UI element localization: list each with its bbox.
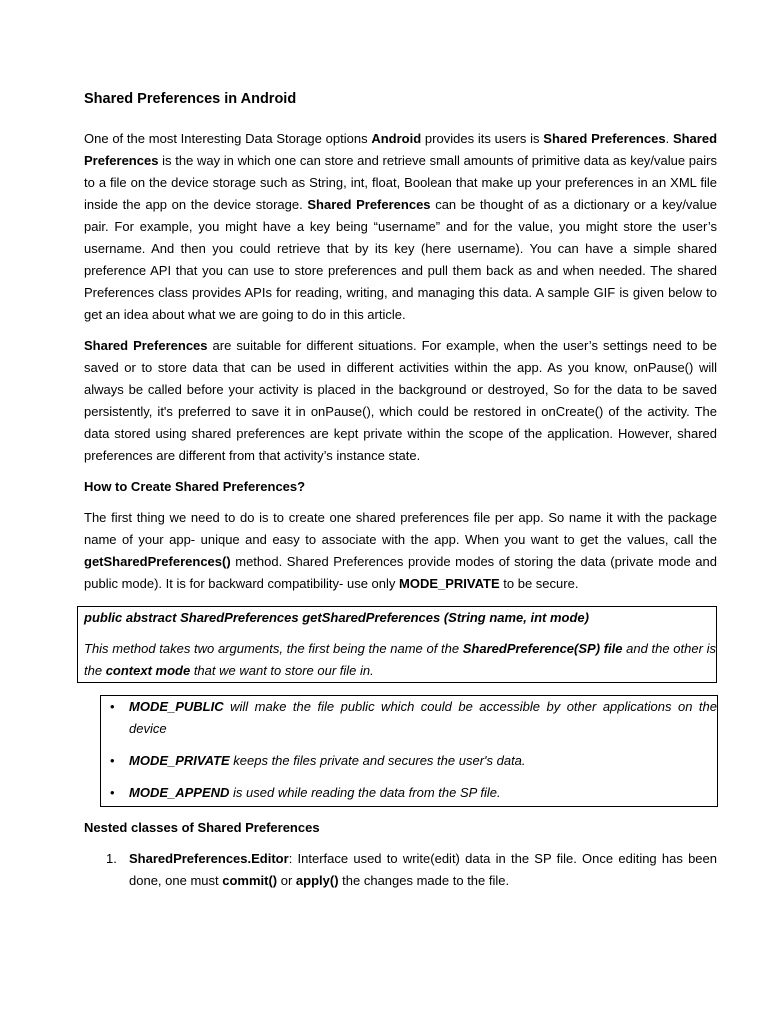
text-run: can be thought of as a dictionary or a key/value pair. For example, you might have a key being “username” and for the value, you might store the user’s username. And then you could retrieve that by its key (here username). You can have a simple shared preference API that you can use to store preferences and pull them back as and when needed. The shared Preferences class provides APIs for reading, writing, and managing this data. A sample GIF is given below to get an idea about what we are going to do in this article.	[84, 197, 718, 322]
page-title: Shared Preferences in Android	[84, 91, 297, 107]
mode-name: MODE_PRIVATE	[129, 753, 230, 768]
mode-name: MODE_PUBLIC	[129, 699, 224, 714]
bold-run: SharedPreference(SP) file	[462, 641, 623, 656]
list-item-mode-public	[101, 696, 717, 740]
text-run: are suitable for different situations. For example, when the user’s settings need to be saved or to store data that can be used in different activities within the app. As you know, onPause() will always be called before your activity is placed in the background or destroyed, So for the data to be saved persistently, it's preferred to save it in onPause(), which could be restored in onCreate() of the activity. The data stored using shared preferences are kept private within the scope of the application. However, shared preferences are different from that activity’s instance state.	[84, 338, 718, 463]
list-number: 1.	[106, 851, 117, 866]
bold-run: commit()	[222, 873, 278, 888]
method-signature: public abstract SharedPreferences getSharedPreferences (String name, int mode)	[84, 610, 589, 625]
method-signature-box	[77, 606, 717, 683]
mode-name: MODE_APPEND	[129, 785, 230, 800]
text-run: and the other is the	[84, 641, 717, 678]
bold-run: getSharedPreferences()	[84, 554, 231, 569]
method-description	[84, 638, 716, 682]
mode-text: keeps the files private and secures the user's data.	[229, 753, 526, 768]
bold-run: Shared Preferences	[543, 131, 666, 146]
create-paragraph	[84, 507, 717, 595]
nested-classes-list	[84, 848, 717, 892]
text-run: This method takes two arguments, the first being the name of the	[84, 641, 463, 656]
mode-text: will make the file public which could be accessible by other applications on the device	[129, 699, 717, 736]
text-run: One of the most Interesting Data Storage options	[84, 131, 372, 146]
text-run: provides its users is	[421, 131, 544, 146]
list-item-mode-append	[101, 782, 717, 804]
text-run: to be secure.	[499, 576, 579, 591]
bold-run: Android	[371, 131, 422, 146]
bold-run: Shared Preferences	[307, 197, 431, 212]
list-item-mode-private	[101, 750, 717, 772]
text-run: or	[277, 873, 296, 888]
bold-run: MODE_PRIVATE	[399, 576, 500, 591]
bold-run: Shared Preferences	[84, 338, 208, 353]
bold-run: context mode	[105, 663, 191, 678]
list-item-editor	[84, 848, 717, 892]
modes-box	[100, 695, 718, 807]
text-run: is the way in which one can store and retrieve small amounts of primitive data as key/value pairs to a file on the device storage such as String, int, float, Boolean that make up your preferences in an XML file inside the app on the device storage.	[84, 153, 717, 212]
usage-paragraph	[84, 335, 717, 467]
section-heading-create: How to Create Shared Preferences?	[84, 479, 306, 494]
bullet-icon: •	[110, 785, 115, 800]
text-run: that we want to store our file in.	[190, 663, 374, 678]
section-heading-nested: Nested classes of Shared Preferences	[84, 820, 320, 835]
bullet-icon: •	[110, 699, 115, 714]
text-run: .	[665, 131, 673, 146]
intro-paragraph	[84, 128, 717, 326]
mode-text: is used while reading the data from the SP file.	[229, 785, 501, 800]
text-run: the changes made to the file.	[338, 873, 510, 888]
document-content	[84, 88, 717, 892]
bold-run: apply()	[295, 873, 339, 888]
text-run: The first thing we need to do is to create one shared preferences file per app. So name it with the package name of your app- unique and easy to associate with the app. When you want to get the values, call the	[84, 510, 717, 547]
bullet-icon: •	[110, 753, 115, 768]
modes-list	[101, 696, 717, 804]
text-run: method. Shared Preferences provide modes of storing the data (private mode and public mode). It is for backward compatibility- use only	[84, 554, 717, 591]
bold-run: SharedPreferences.Editor	[129, 851, 289, 866]
bold-run: Shared Preferences	[84, 131, 718, 168]
text-run: : Interface used to write(edit) data in the SP file. Once editing has been done, one must	[129, 851, 717, 888]
